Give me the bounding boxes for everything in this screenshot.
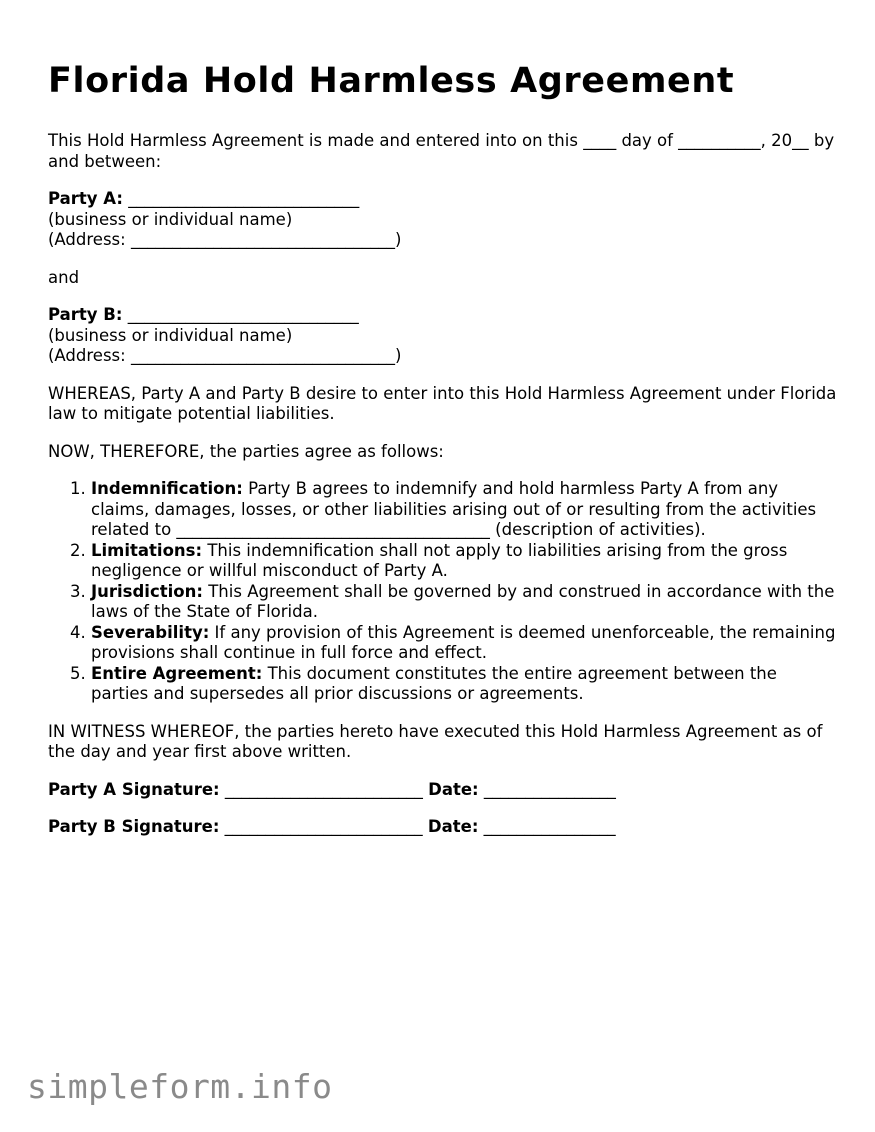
party-b-block bbox=[48, 305, 838, 367]
document-page bbox=[48, 58, 838, 855]
party-a-name-note: (business or individual name) bbox=[48, 209, 293, 229]
party-a-signature-blank: ________________________ bbox=[219, 779, 429, 799]
clause-heading: Limitations: bbox=[91, 540, 203, 560]
clause-text: This indemnification shall not apply to liabilities arising from the gross negligence or willful misconduct of Party A. bbox=[91, 540, 788, 580]
party-a-date-label: Date: bbox=[428, 779, 479, 799]
party-a-address: (Address: ________________________________) bbox=[48, 230, 402, 249]
clause-item bbox=[91, 582, 838, 623]
party-a-signature-line bbox=[48, 780, 838, 801]
and-text: and bbox=[48, 267, 80, 287]
party-b-signature-label: Party B Signature: bbox=[48, 817, 220, 836]
party-b-signature-line bbox=[48, 817, 838, 838]
clause-heading: Indemnification: bbox=[91, 479, 243, 498]
party-b-date-label: Date: bbox=[427, 817, 479, 836]
party-a-block bbox=[48, 189, 838, 251]
now-therefore-paragraph: NOW, THEREFORE, the parties agree as follows: bbox=[48, 441, 444, 461]
document-title: Florida Hold Harmless Agreement bbox=[48, 61, 735, 101]
whereas-paragraph: WHEREAS, Party A and Party B desire to enter into this Hold Harmless Agreement under Florida law to mitigate potential liabilities. bbox=[48, 383, 837, 423]
clause-heading: Entire Agreement: bbox=[91, 663, 263, 683]
party-b-signature-blank: ________________________ bbox=[219, 817, 428, 836]
party-b-name-blank: ____________________________ bbox=[122, 305, 359, 324]
watermark: simpleform.info bbox=[27, 1067, 333, 1106]
party-a-date-blank: ________________ bbox=[478, 779, 616, 799]
party-a-label: Party A: bbox=[48, 189, 123, 208]
clause-text: If any provision of this Agreement is deemed unenforceable, the remaining provisions shall continue in full force and effect. bbox=[91, 622, 836, 662]
party-b-label: Party B: bbox=[48, 305, 123, 324]
clause-item bbox=[91, 623, 838, 664]
party-b-address: (Address: ________________________________) bbox=[48, 346, 402, 365]
clause-text: This document constitutes the entire agreement between the parties and supersedes all prior discussions or agreements. bbox=[91, 663, 777, 703]
clause-text: This Agreement shall be governed by and construed in accordance with the laws of the State of Florida. bbox=[91, 581, 835, 621]
clause-item bbox=[91, 664, 838, 705]
witness-paragraph: IN WITNESS WHEREOF, the parties hereto have executed this Hold Harmless Agreement as of the day and year first above written. bbox=[48, 721, 823, 761]
party-b-name-note: (business or individual name) bbox=[48, 325, 293, 345]
clauses-list bbox=[48, 479, 838, 705]
intro-paragraph: This Hold Harmless Agreement is made and entered into on this ____ day of __________, 20__ by and between: bbox=[48, 131, 835, 171]
party-a-line bbox=[48, 189, 838, 210]
party-a-name-blank: ____________________________ bbox=[122, 189, 360, 208]
clause-item bbox=[91, 541, 838, 582]
party-b-line bbox=[48, 305, 838, 326]
party-a-signature-label: Party A Signature: bbox=[48, 779, 220, 799]
clause-text: Party B agrees to indemnify and hold harmless Party A from any claims, damages, losses, or other liabilities arising out of or resulting from the activities related to ______________________________________ (description of activities). bbox=[91, 479, 817, 539]
clause-heading: Jurisdiction: bbox=[91, 581, 203, 601]
party-b-date-blank: ________________ bbox=[478, 817, 616, 836]
clause-item bbox=[91, 479, 838, 541]
clause-heading: Severability: bbox=[91, 622, 210, 642]
